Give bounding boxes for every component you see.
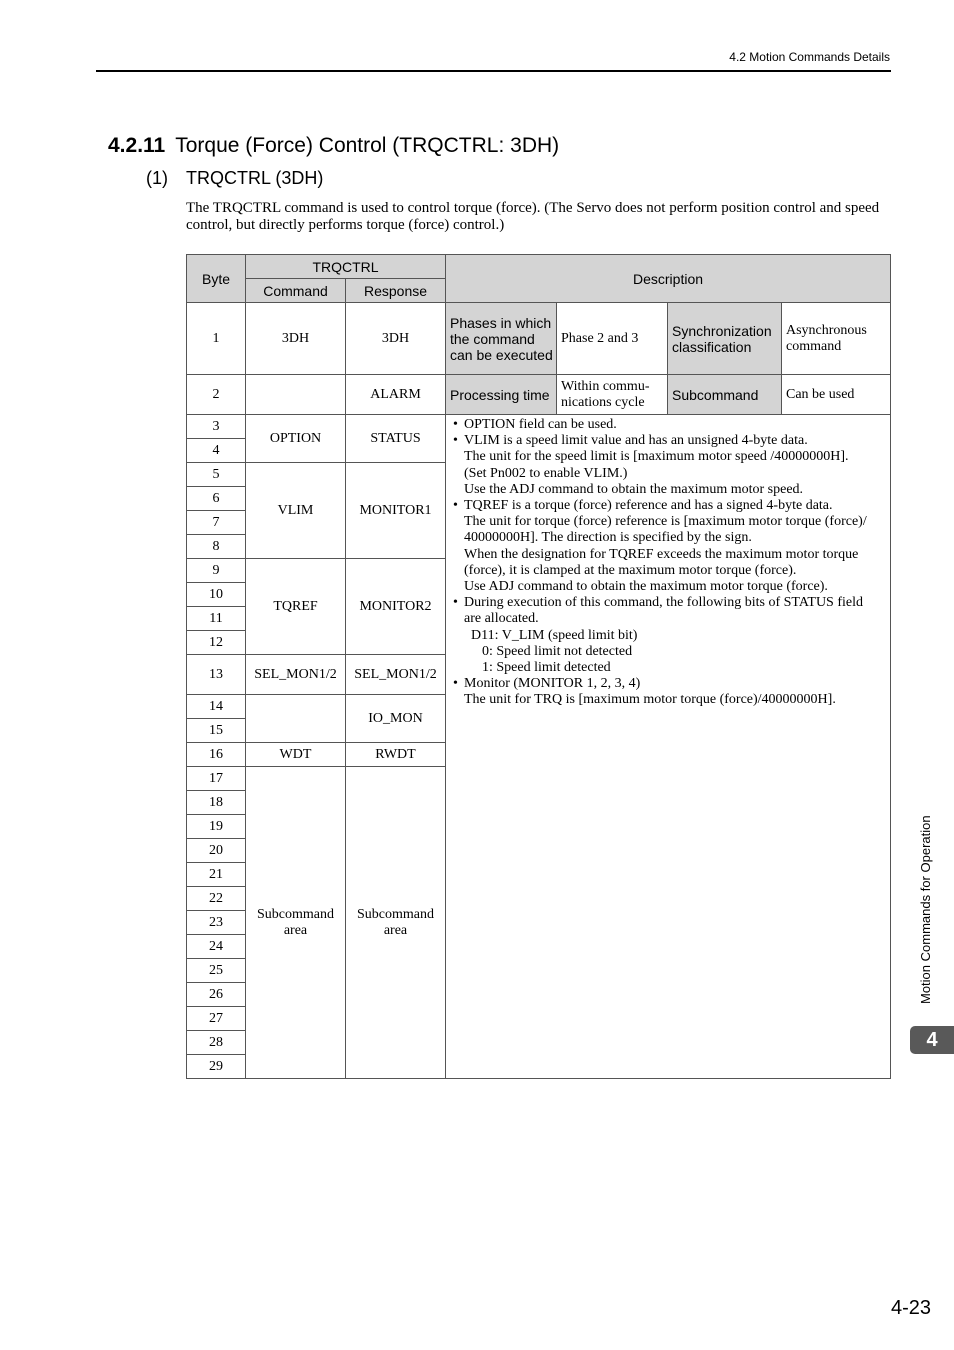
field-subcommand-response: Subcommand area: [346, 767, 446, 1079]
byte-cell: 21: [187, 863, 246, 887]
byte-cell: 13: [187, 655, 246, 695]
byte-cell: 2: [187, 375, 246, 415]
byte-cell: 17: [187, 767, 246, 791]
byte-cell: 14: [187, 695, 246, 719]
byte-cell: 4: [187, 439, 246, 463]
phases-value: Phase 2 and 3: [557, 303, 668, 375]
byte-cell: 29: [187, 1055, 246, 1079]
description-bullet: • Monitor (MONITOR 1, 2, 3, 4) The unit for TRQ is [maximum motor torque (force)/40000000H].: [452, 676, 884, 708]
sync-label: Synchronization classification: [668, 303, 782, 375]
field-sel-mon-response: SEL_MON1/2: [346, 655, 446, 695]
field-empty: [246, 695, 346, 743]
field-rwdt: RWDT: [346, 743, 446, 767]
field-io-mon: IO_MON: [346, 695, 446, 743]
header-command: Command: [246, 279, 346, 303]
section-title: [108, 134, 559, 158]
byte-cell: 11: [187, 607, 246, 631]
side-tab-label: Motion Commands for Operation: [918, 815, 933, 1004]
field-monitor2: MONITOR2: [346, 559, 446, 655]
subcommand-value: Can be used: [782, 375, 891, 415]
processing-value: Within commu-nications cycle: [557, 375, 668, 415]
byte-cell: 23: [187, 911, 246, 935]
response-cell: ALARM: [346, 375, 446, 415]
byte-cell: 1: [187, 303, 246, 375]
field-sel-mon-command: SEL_MON1/2: [246, 655, 346, 695]
byte-cell: 27: [187, 1007, 246, 1031]
description-cell: [446, 415, 891, 1079]
command-table: [186, 254, 891, 1079]
chapter-tab: 4: [910, 1026, 954, 1054]
byte-cell: 9: [187, 559, 246, 583]
response-cell: 3DH: [346, 303, 446, 375]
command-cell: [246, 375, 346, 415]
section-number: 4.2.11: [108, 134, 166, 157]
subsection-title: [146, 168, 323, 189]
page-number: 4-23: [890, 1297, 931, 1319]
byte-cell: 25: [187, 959, 246, 983]
header-group: TRQCTRL: [246, 255, 446, 279]
byte-cell: 15: [187, 719, 246, 743]
sync-value: Asynchronous command: [782, 303, 891, 375]
field-tqref: TQREF: [246, 559, 346, 655]
byte-cell: 5: [187, 463, 246, 487]
subsection-number: (1): [146, 168, 168, 188]
byte-cell: 24: [187, 935, 246, 959]
byte-cell: 28: [187, 1031, 246, 1055]
byte-cell: 22: [187, 887, 246, 911]
byte-cell: 3: [187, 415, 246, 439]
byte-cell: 26: [187, 983, 246, 1007]
byte-cell: 8: [187, 535, 246, 559]
byte-cell: 19: [187, 815, 246, 839]
field-vlim: VLIM: [246, 463, 346, 559]
command-cell: 3DH: [246, 303, 346, 375]
header-response: Response: [346, 279, 446, 303]
header-description: Description: [446, 255, 891, 303]
subcommand-label: Subcommand: [668, 375, 782, 415]
subsection-title-text: TRQCTRL (3DH): [186, 168, 324, 188]
byte-cell: 12: [187, 631, 246, 655]
intro-paragraph: The TRQCTRL command is used to control torque (force). (The Servo does not perform position control and speed control, but directly performs torque (force) control.): [186, 200, 880, 233]
header-rule: [96, 70, 891, 72]
running-header: 4.2 Motion Commands Details: [729, 50, 890, 64]
field-option: OPTION: [246, 415, 346, 463]
description-bullet: • TQREF is a torque (force) reference and has a signed 4-byte data. The unit for torque (force) reference is [maximum motor torque (force)/ 40000000H]. The direction is specified by the sign. When the designation for TQREF exceeds the maximum motor torque (force), it is clamped at the maximum motor torque (force). Use ADJ command to obtain the maximum motor torque (force).: [452, 498, 884, 595]
description-bullet: • OPTION field can be used.: [452, 417, 884, 433]
field-wdt: WDT: [246, 743, 346, 767]
description-bullet: • VLIM is a speed limit value and has an unsigned 4-byte data. The unit for the speed limit is [maximum motor speed /40000000H]. (Set Pn002 to enable VLIM.) Use the ADJ command to obtain the maximum motor speed.: [452, 433, 884, 498]
header-byte: Byte: [187, 255, 246, 303]
field-subcommand-command: Subcommand area: [246, 767, 346, 1079]
processing-label: Processing time: [446, 375, 557, 415]
phases-label: Phases in which the command can be executed: [446, 303, 557, 375]
byte-cell: 20: [187, 839, 246, 863]
byte-cell: 16: [187, 743, 246, 767]
byte-cell: 7: [187, 511, 246, 535]
byte-cell: 10: [187, 583, 246, 607]
byte-cell: 6: [187, 487, 246, 511]
field-monitor1: MONITOR1: [346, 463, 446, 559]
description-bullet: • During execution of this command, the following bits of STATUS field are allocated. D11: V_LIM (speed limit bit) 0: Speed limit not detected 1: Speed limit detected: [452, 595, 884, 676]
field-status: STATUS: [346, 415, 446, 463]
byte-cell: 18: [187, 791, 246, 815]
section-title-text: Torque (Force) Control (TRQCTRL: 3DH): [175, 134, 560, 157]
